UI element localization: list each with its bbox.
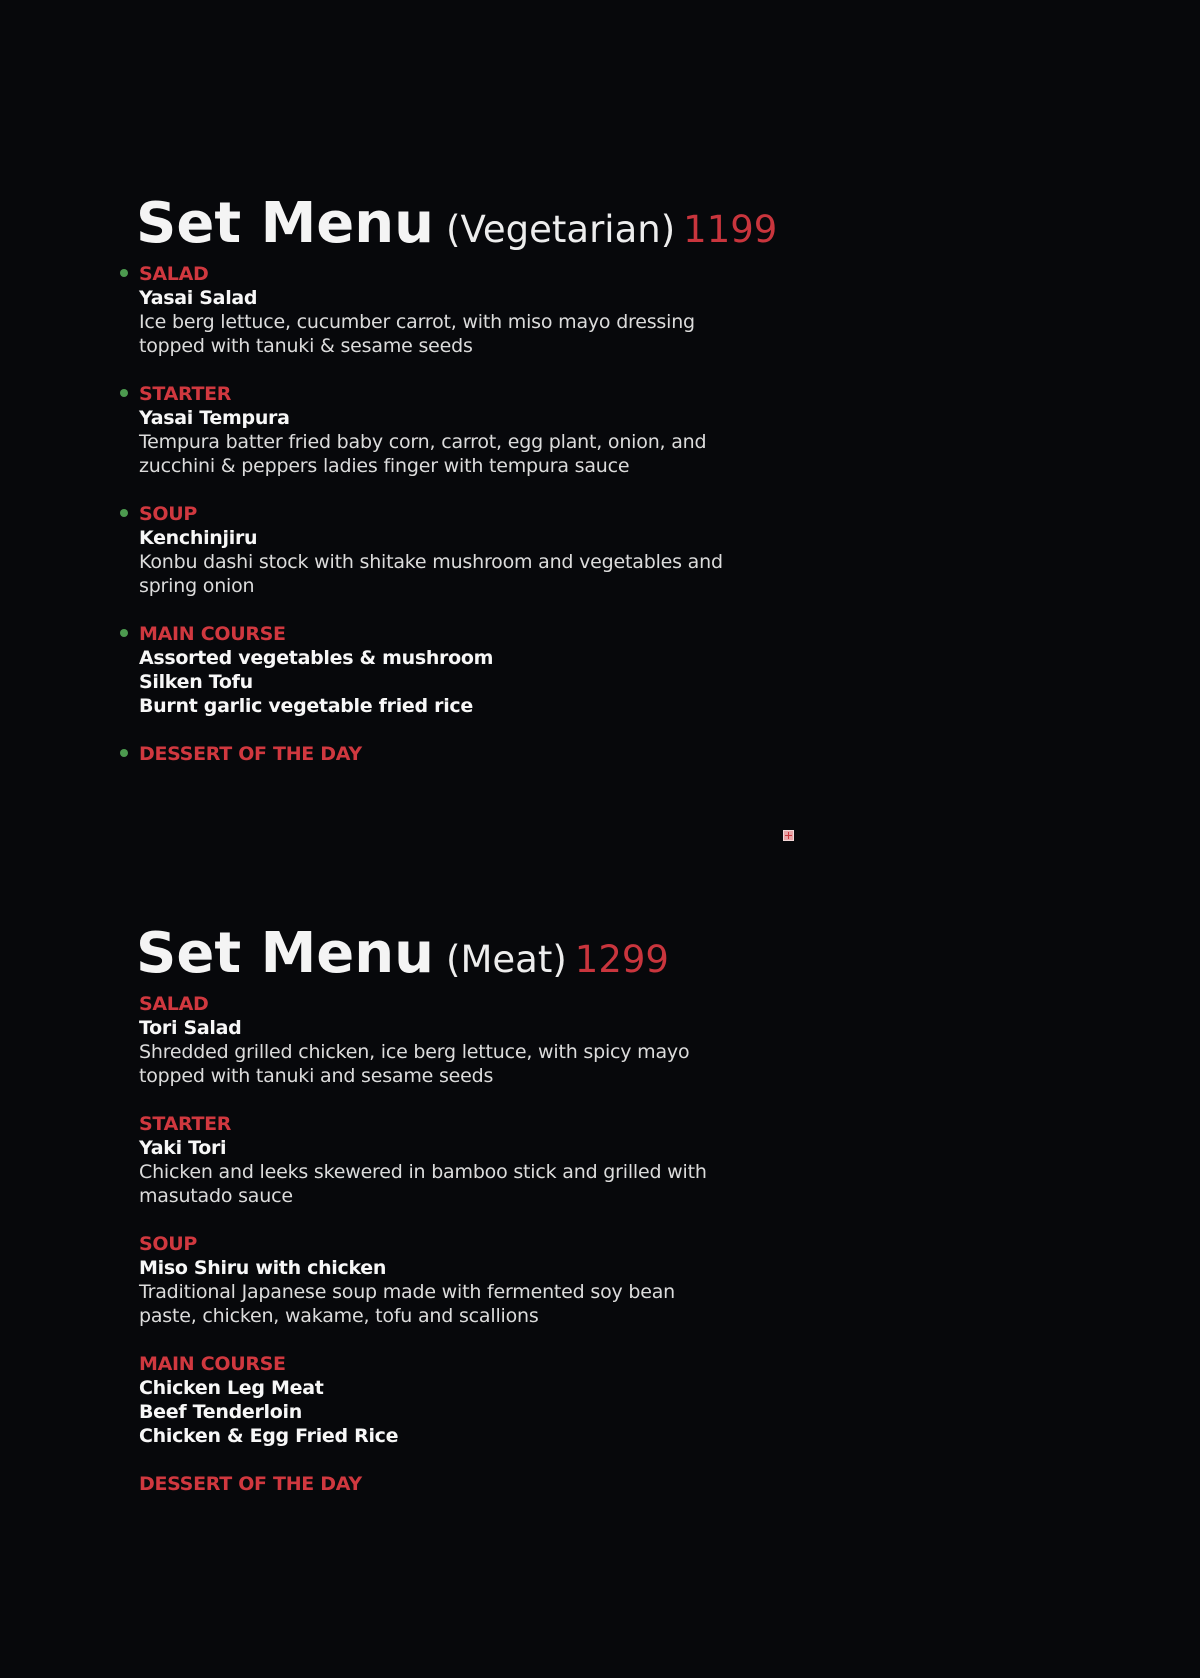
title-subtitle: (Meat): [446, 938, 567, 981]
course-label: STARTER: [139, 1113, 232, 1135]
course-label: MAIN COURSE: [139, 623, 286, 645]
dish-description-line: Ice berg lettuce, cucumber carrot, with miso mayo dressing: [139, 311, 695, 333]
course-dessert: [139, 742, 779, 766]
dish-description-line: paste, chicken, wakame, tofu and scallions: [139, 1305, 539, 1327]
vegetarian-set-menu: [0, 191, 1200, 790]
dish-name: Yasai Salad: [139, 287, 258, 309]
title-main: Set Menu: [136, 921, 435, 986]
bullet-icon: [120, 389, 128, 397]
dish-name: Assorted vegetables & mushroom: [139, 647, 494, 669]
dish-description-line: Tempura batter fried baby corn, carrot, egg plant, onion, and: [139, 431, 707, 453]
course-main: [139, 1352, 779, 1448]
dish-name: Burnt garlic vegetable fried rice: [139, 695, 473, 717]
dish-name: Yasai Tempura: [139, 407, 290, 429]
course-label: SALAD: [139, 993, 209, 1015]
course-label: SOUP: [139, 503, 197, 525]
meat-set-menu: [0, 921, 1200, 1520]
dish-description-line: topped with tanuki & sesame seeds: [139, 335, 473, 357]
course-salad: [139, 262, 779, 358]
dish-description-line: Konbu dashi stock with shitake mushroom and vegetables and: [139, 551, 723, 573]
course-soup: [139, 502, 779, 598]
dish-description-line: topped with tanuki and sesame seeds: [139, 1065, 494, 1087]
title-price: 1199: [683, 208, 778, 251]
dish-name: Beef Tenderloin: [139, 1401, 302, 1423]
dish-description-line: Traditional Japanese soup made with fermented soy bean: [139, 1281, 676, 1303]
dish-description-line: spring onion: [139, 575, 255, 597]
dish-description-line: Chicken and leeks skewered in bamboo stick and grilled with: [139, 1161, 707, 1183]
dish-name: Tori Salad: [139, 1017, 242, 1039]
course-label: SOUP: [139, 1233, 197, 1255]
course-label: SALAD: [139, 263, 209, 285]
course-label: DESSERT OF THE DAY: [139, 743, 362, 765]
dish-name: Chicken & Egg Fried Rice: [139, 1425, 399, 1447]
course-starter: [139, 1112, 779, 1208]
dish-name: Silken Tofu: [139, 671, 253, 693]
bullet-icon: [120, 269, 128, 277]
dish-description-line: Shredded grilled chicken, ice berg lettuce, with spicy mayo: [139, 1041, 690, 1063]
dish-description-line: zucchini & peppers ladies finger with tempura sauce: [139, 455, 630, 477]
course-starter: [139, 382, 779, 478]
title-main: Set Menu: [136, 191, 435, 256]
course-dessert: [139, 1472, 779, 1496]
dish-name: Miso Shiru with chicken: [139, 1257, 387, 1279]
plus-mark-icon: [783, 830, 794, 841]
course-label: MAIN COURSE: [139, 1353, 286, 1375]
menu-title: [136, 191, 1200, 256]
dish-name: Kenchinjiru: [139, 527, 258, 549]
dish-name: Yaki Tori: [139, 1137, 227, 1159]
menu-title: [136, 921, 1200, 986]
course-soup: [139, 1232, 779, 1328]
bullet-icon: [120, 629, 128, 637]
bullet-icon: [120, 749, 128, 757]
title-price: 1299: [574, 938, 669, 981]
title-subtitle: (Vegetarian): [446, 208, 676, 251]
dish-name: Chicken Leg Meat: [139, 1377, 324, 1399]
course-label: DESSERT OF THE DAY: [139, 1473, 362, 1495]
course-label: STARTER: [139, 383, 232, 405]
course-salad: [139, 992, 779, 1088]
dish-description-line: masutado sauce: [139, 1185, 293, 1207]
course-main: [139, 622, 779, 718]
bullet-icon: [120, 509, 128, 517]
